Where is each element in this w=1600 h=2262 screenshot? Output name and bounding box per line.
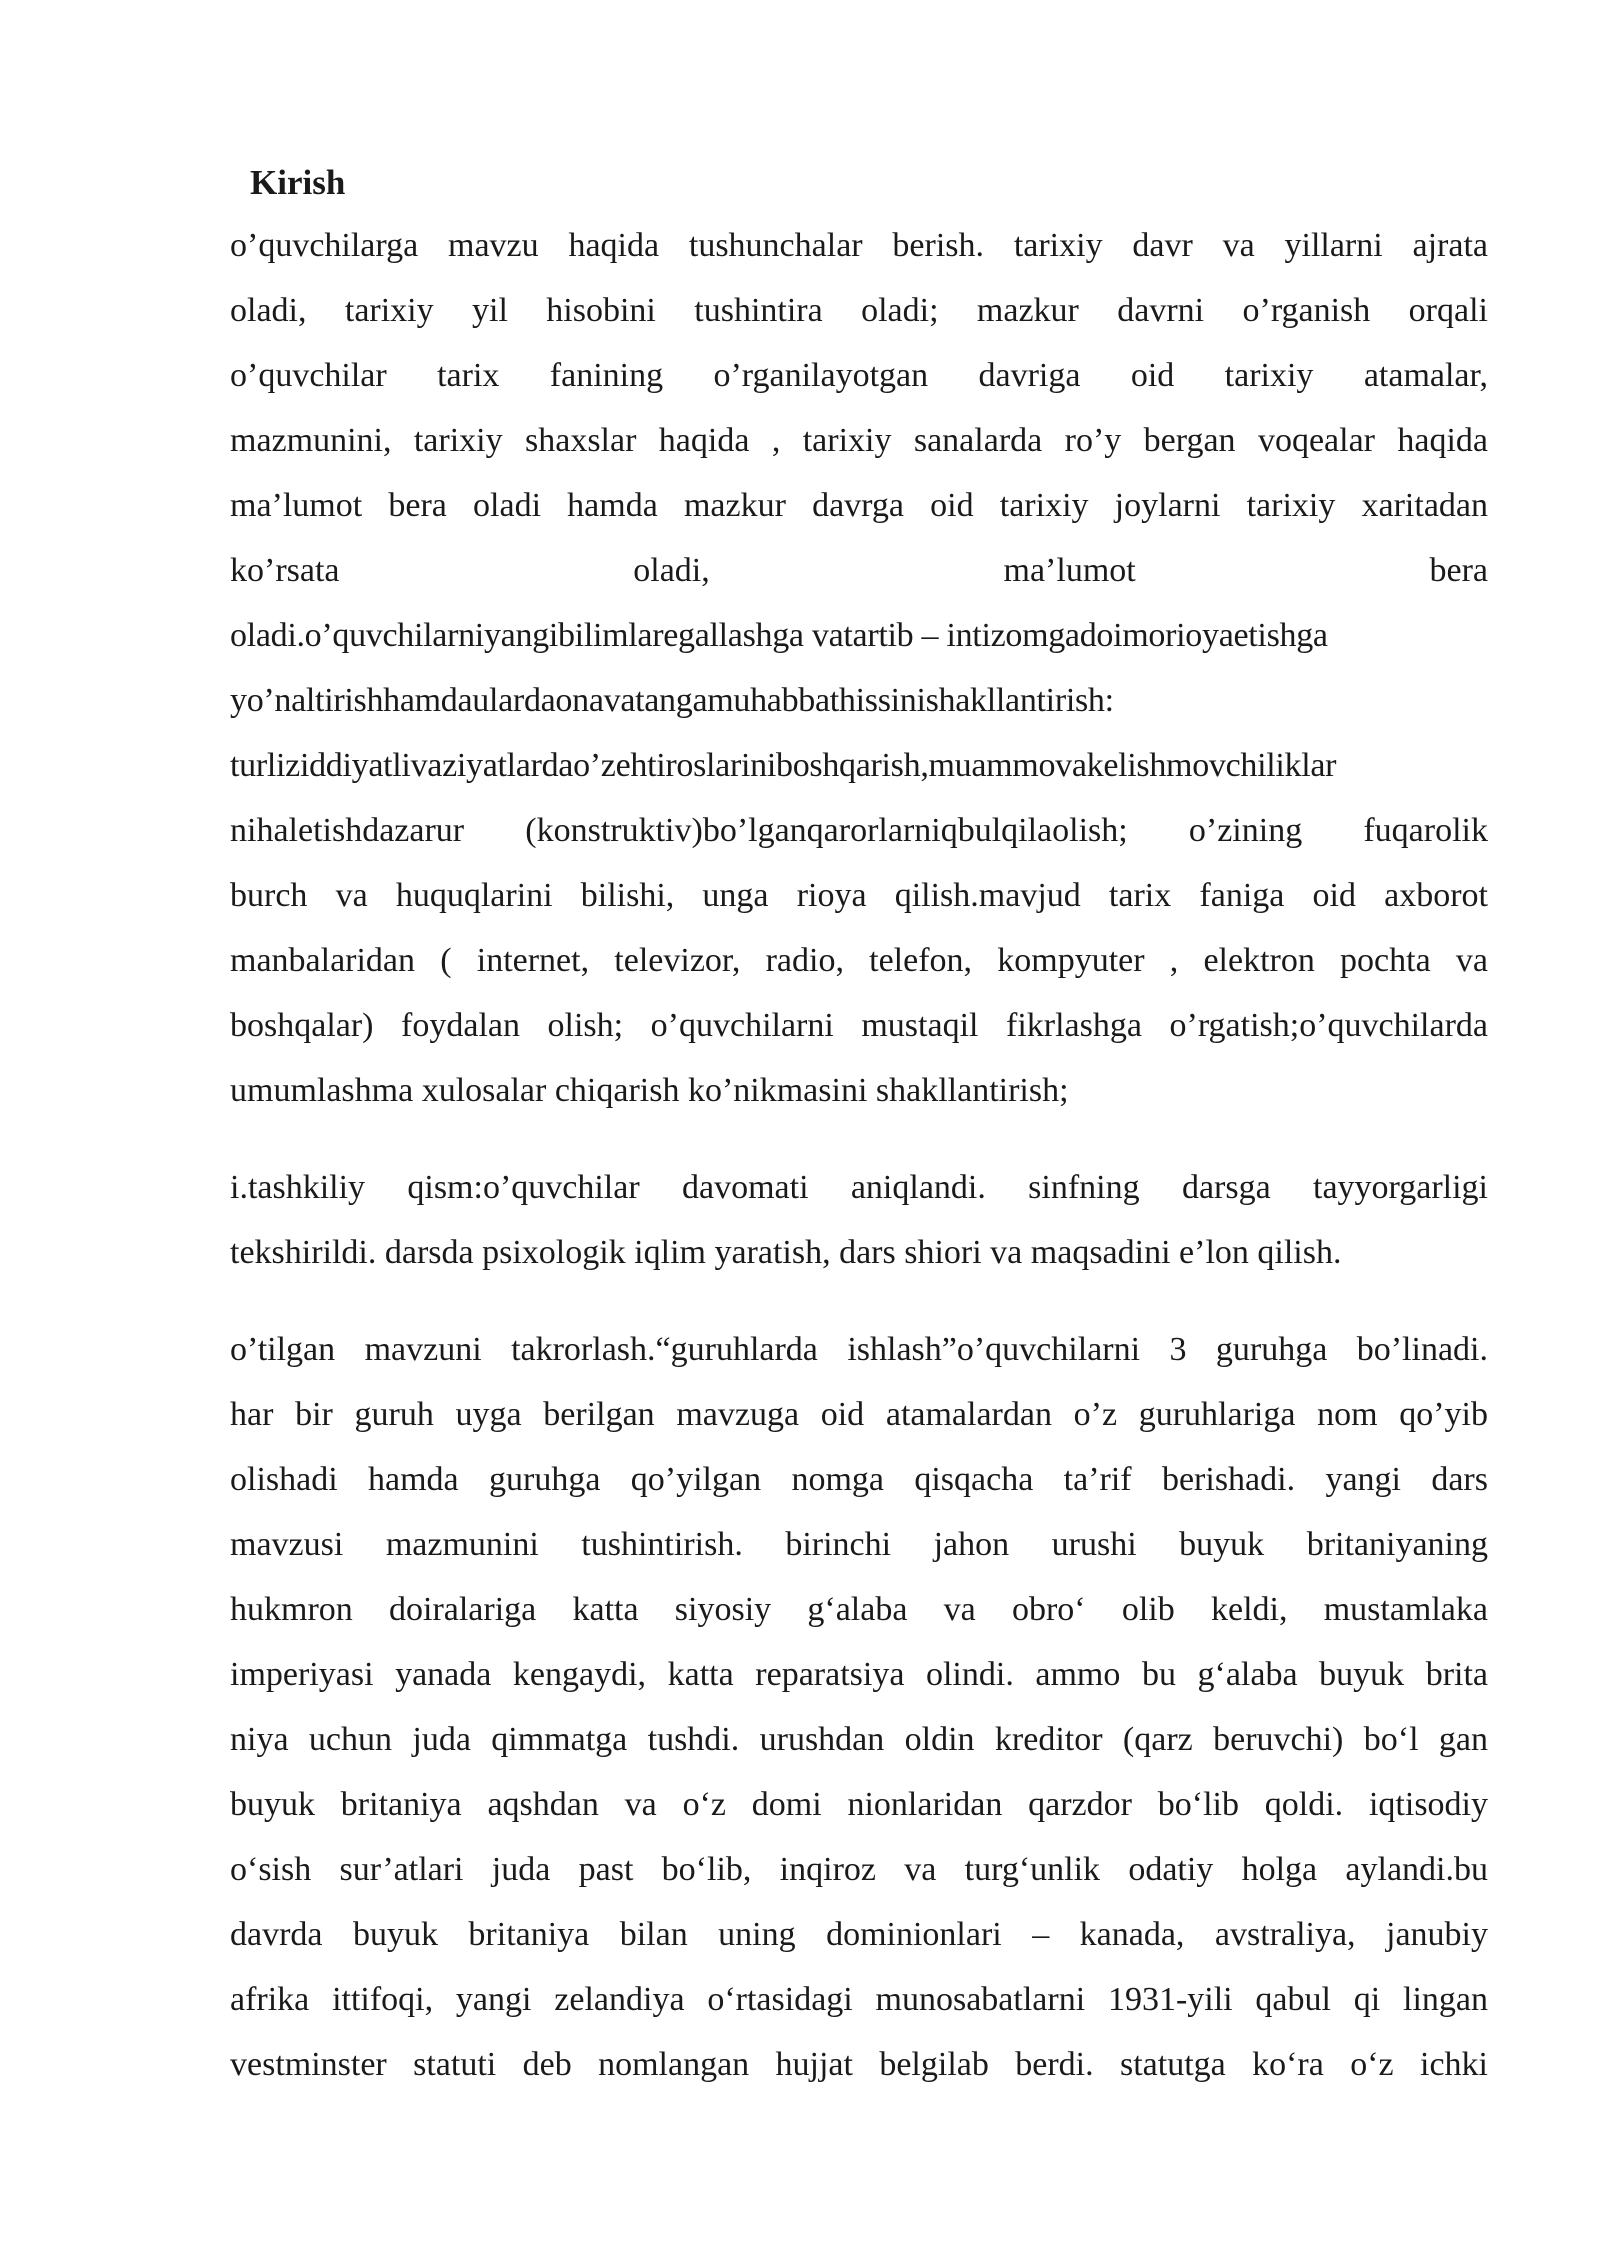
text-line: imperiyasi yanada kengaydi, katta reparatsiya olindi. ammo bu g‘alaba buyuk brita bbox=[230, 1656, 1488, 1693]
text-line: oladi.o’quvchilarniyangibilimlaregallashga vatartib – intizomgadoimorioyaetishga bbox=[230, 617, 1328, 654]
text-line: oladi, tarixiy yil hisobini tushintira oladi; mazkur davrni o’rganish orqali bbox=[230, 292, 1488, 329]
text-line: o’tilgan mavzuni takrorlash.“guruhlarda ishlash”o’quvchilarni 3 guruhga bo’linadi. bbox=[230, 1331, 1488, 1368]
text-line: niya uchun juda qimmatga tushdi. urushdan oldin kreditor (qarz beruvchi) bo‘l gan bbox=[230, 1721, 1488, 1758]
text-line: ma’lumot bera oladi hamda mazkur davrga oid tarixiy joylarni tarixiy xaritadan bbox=[230, 487, 1488, 524]
text-line: olishadi hamda guruhga qo’yilgan nomga qisqacha ta’rif berishadi. yangi dars bbox=[230, 1461, 1488, 1498]
text-line: davrda buyuk britaniya bilan uning dominionlari – kanada, avstraliya, janubiy bbox=[230, 1916, 1488, 1953]
paragraph-objectives bbox=[230, 213, 1488, 1123]
paragraph-lesson bbox=[230, 1317, 1488, 2097]
section-heading: Kirish bbox=[250, 163, 346, 202]
text-line: ko’rsata oladi, ma’lumot bera bbox=[230, 552, 1488, 589]
text-line: afrika ittifoqi, yangi zelandiya o‘rtasidagi munosabatlarni 1931-yili qabul qi lingan bbox=[230, 1981, 1488, 2018]
paragraph-organizational bbox=[230, 1155, 1488, 1285]
text-line: tekshirildi. darsda psixologik iqlim yaratish, dars shiori va maqsadini e’lon qilish. bbox=[230, 1234, 1342, 1271]
text-line: o’quvchilarga mavzu haqida tushunchalar berish. tarixiy davr va yillarni ajrata bbox=[230, 227, 1488, 264]
text-line: umumlashma xulosalar chiqarish ko’nikmasini shakllantirish; bbox=[230, 1072, 1069, 1109]
text-line: i.tashkiliy qism:o’quvchilar davomati aniqlandi. sinfning darsga tayyorgarligi bbox=[230, 1169, 1488, 1206]
text-line: boshqalar) foydalan olish; o’quvchilarni mustaqil fikrlashga o’rgatish;o’quvchilarda bbox=[230, 1007, 1488, 1044]
text-line: har bir guruh uyga berilgan mavzuga oid atamalardan o’z guruhlariga nom qo’yib bbox=[230, 1396, 1488, 1433]
text-line: mazmunini, tarixiy shaxslar haqida , tarixiy sanalarda ro’y bergan voqealar haqida bbox=[230, 422, 1488, 459]
text-line: buyuk britaniya aqshdan va o‘z domi nionlaridan qarzdor bo‘lib qoldi. iqtisodiy bbox=[230, 1786, 1488, 1823]
text-line: o’quvchilar tarix fanining o’rganilayotgan davriga oid tarixiy atamalar, bbox=[230, 357, 1488, 394]
text-line: nihaletishdazarur (konstruktiv)bo’lganqarorlarniqbulqilaolish; o’zining fuqarolik bbox=[230, 812, 1488, 849]
text-line: vestminster statuti deb nomlangan hujjat belgilab berdi. statutga ko‘ra o‘z ichki bbox=[230, 2046, 1488, 2083]
text-line: hukmron doiralariga katta siyosiy g‘alaba va obro‘ olib keldi, mustamlaka bbox=[230, 1591, 1488, 1628]
text-line: o‘sish sur’atlari juda past bo‘lib, inqiroz va turg‘unlik odatiy holga aylandi.bu bbox=[230, 1851, 1488, 1888]
text-line: yo’naltirishhamdaulardaonavatangamuhabbathissinishakllantirish: bbox=[230, 682, 1114, 719]
text-line: manbalaridan ( internet, televizor, radio, telefon, kompyuter , elektron pochta va bbox=[230, 942, 1488, 979]
text-line: burch va huquqlarini bilishi, unga rioya qilish.mavjud tarix faniga oid axborot bbox=[230, 877, 1488, 914]
text-line: mavzusi mazmunini tushintirish. birinchi jahon urushi buyuk britaniyaning bbox=[230, 1526, 1488, 1563]
text-line: turliziddiyatlivaziyatlardao’zehtiroslariniboshqarish,muammovakelishmovchiliklar bbox=[230, 747, 1337, 784]
document-page bbox=[230, 160, 1488, 2097]
